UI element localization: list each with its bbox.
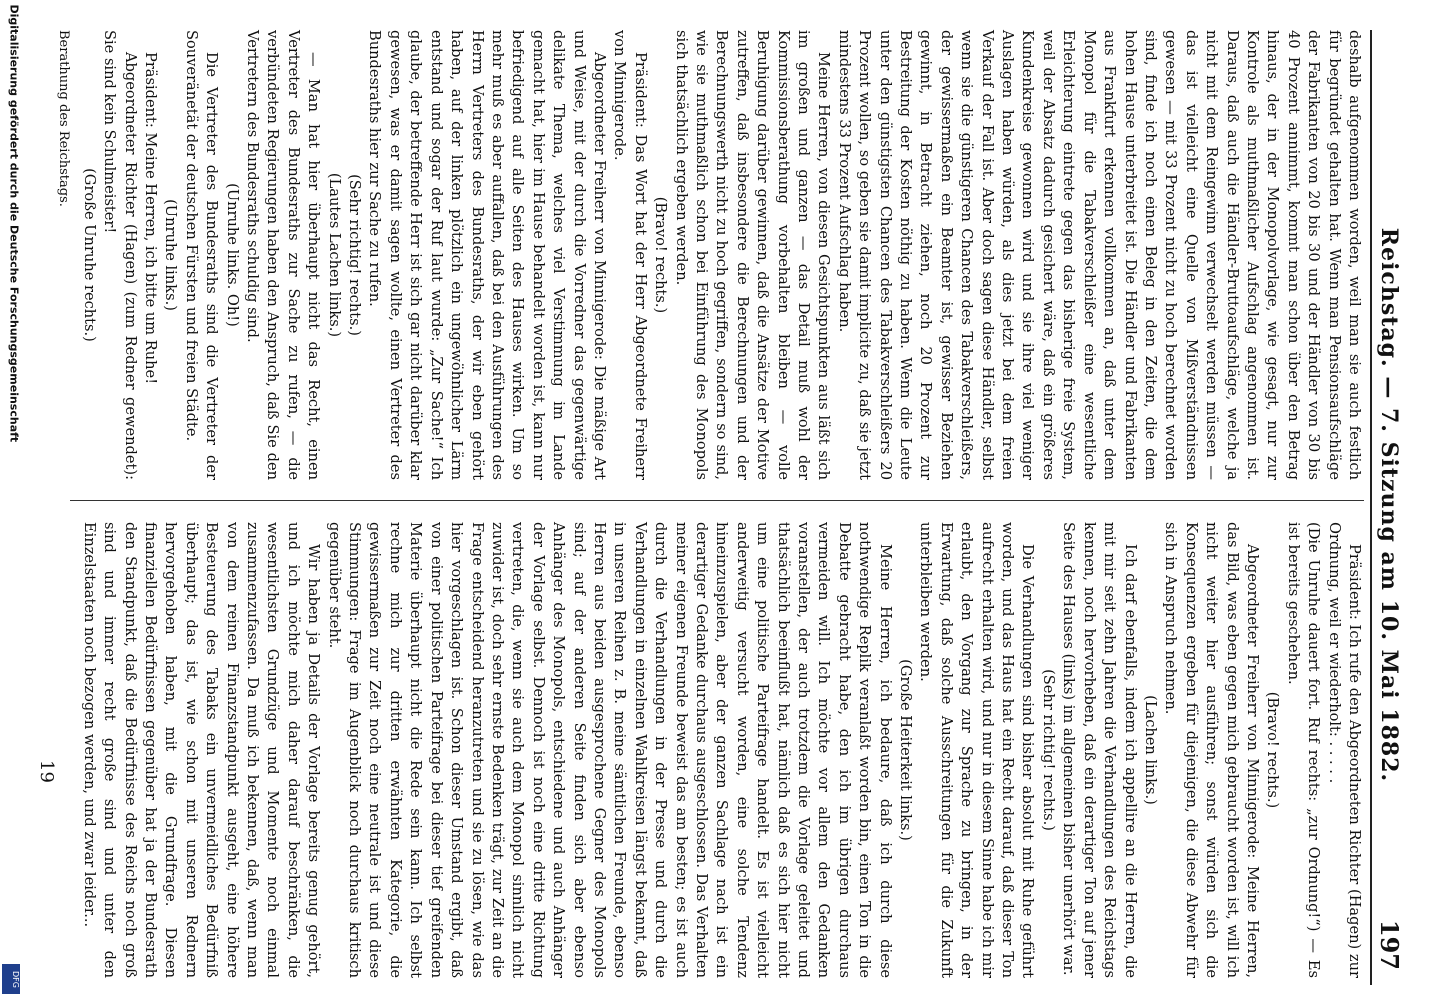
- stage-direction: (Sehr richtig! rechts.): [346, 174, 364, 336]
- paragraph: Abgeordneter Freiherr von Minnigerode: Meine Herren, das Bild, was eben gegen mich gebraucht worden ist, will ich nicht weiter hier ausführen; sonst würden sich die Konsequenzen ergeben für diejenigen, die diese Abwehr für sich in Anspruch nehmen.: [1162, 522, 1261, 978]
- digitization-credit: [4, 0, 26, 1000]
- paragraph: Wir haben ja Details der Vorlage bereits genug gehört, und ich möchte mich daher darauf beschränken, die wesentlichsten Grundzüge und Momente noch einmal zusammenzufassen. Da muß ich bekennen, daß, wenn man von dem reinen Finanzstandpunkt ausgeht, eine höhere Besteuerung des Tabaks ein unvermeidliches Bedürfniß überhaupt; das ist, wie schon mit unseren Rednern hervorgehoben haben, mit die Grundfrage. Diesen finanziellen Bedürfnissen gegenüber hat ja der Bundesrath den Standpunkt, daß die Bedürfnisse des Reichs noch groß sind und immer recht große sind und unter den Einzelstaaten noch bezogen werden, und zwar leider...: [80, 522, 323, 978]
- paragraph: — Man hat hier überhaupt nicht das Recht, einen Vertreter des Bundesraths zur Sache zu rufen, — die verbündeten Regierungen haben den Anspruch, daß Sie den Vertretern des Bundesraths schuldig sind.: [244, 30, 323, 480]
- stage-direction: (Große Heiterkeit links.): [897, 659, 915, 841]
- paragraph: Abgeordneter Richter (Hagen) (zum Redner gewendet): Sie sind kein Schulmeister!: [101, 30, 139, 480]
- dfg-logo: DFG: [2, 964, 20, 994]
- page-title: Reichstag. — 7. Sitzung am 10. Mai 1882.: [1376, 227, 1402, 783]
- stage-direction: (Bravo! rechts.): [1264, 691, 1282, 809]
- paragraph: Präsident: Meine Herren, ich bitte um Ruhe!: [142, 52, 160, 385]
- paragraph: Präsident: Das Wort hat der Herr Abgeordnete Freiherr von Minnigerode.: [611, 30, 649, 480]
- stage-direction: (Unruhe links.): [162, 199, 180, 311]
- paragraph: (Die Unruhe dauert fort. Ruf rechts: „zur Ordnung!“) — Es ist bereits geschehen.: [1284, 522, 1323, 978]
- paragraph: Meine Herren, ich bedaure, daß ich durch diese nothwendige Replik veranlaßt worden bin, einen Ton in die Debatte gebracht habe, den ich im übrigen durchaus vermeiden will. Ich möchte vor allem den Gedanken voranstellen, der auch trotzdem die Vorlage geleitet und thatsächlich beeinflußt hat, nämlich daß es sich hier nicht um eine politische Parteifrage handelt. Es ist vielleicht anderweitig versucht worden, eine solche Tendenz hineinzuspielen, aber der ganzen Sachlage nach ist ein derartiger Gedanke durchaus ausgeschlossen. Das Verhalten meiner eigenen Freunde beweist das am besten; es ist auch durch die Verhandlungen in der Presse und durch die Verhandlungen in einzelnen Wahlkreisen längst bekannt, daß in unseren Reihen z. B. meine sämtlichen Freunde, ebenso Herren aus beiden ausgesprochene Gegner des Monopols sind; auf der anderen Seite finden sich aber ebenso Anhänger des Monopols, entschiedene und auch Anhänger der Vorlage selbst. Dennoch ist noch eine dritte Richtung vertreten, die, wenn sie auch dem Monopol sinnlich nicht zuwider ist, doch sehr ernste Bedenken trägt, zur Zeit an die Frage entscheidend heranzutreten und sie zu lösen, wie das hier vorgeschlagen ist. Schon dieser Umstand ergibt, daß von einer politischen Parteifrage bei dieser tief greifenden Materie überhaupt nicht die Rede sein kann. Ich selbst rechne mich zur dritten erwähnten Kategorie, die gewissermaßen zur Zeit noch eine neutrale ist und diese Stimmungen: Frage im Augenblick noch durchaus kritisch gegenüber steht.: [325, 522, 894, 978]
- stage-direction: (Lautes Lachen links.): [325, 172, 343, 338]
- paragraph: Meine Herren, von diesen Gesichtspunkten aus läßt sich im großen und ganzen — das Detail muß wohl der Kommissionsberathung vorbehalten bleiben — volle Beruhigung darüber gewinnen, daß die Ansätze der Motive zutreffen, daß insbesondere die Berechnungen und der Berechnungswerth nicht zu hoch gegriffen, sondern so sind, wie sie muthmaßlich schon bei Einführung des Monopols sich thatsächlich ergeben werden.: [672, 30, 833, 480]
- bottom-page-number: 19: [36, 760, 57, 783]
- paragraph: Ich darf ebenfalls, indem ich appellire an die Herren, die mit mir seit zehn Jahren die Verhandlungen des Reichstags kennen, noch hervorheben, daß ein derartiger Ton auf jener Seite des Hauses (links) im allgemeinen bisher unerhört war.: [1060, 522, 1139, 978]
- paragraph: Die Vertreter des Bundesraths sind die Vertreter der Souveränetät der deutschen Fürsten und freien Städte.: [182, 30, 221, 480]
- left-column: [78, 30, 1364, 480]
- page-header: [1374, 30, 1404, 980]
- header-rule: [1370, 30, 1372, 985]
- right-column: [78, 522, 1364, 978]
- document-page: [20, 0, 1412, 1000]
- stage-direction: (Bravo! rechts.): [652, 196, 670, 314]
- paragraph: deshalb aufgenommen worden, weil man sie auch festlich für begründet gehalten hat. Wenn man Pensionsaufschläge der Fabrikanten von 20 bis 30 und der Händler von 30 bis 40 Prozent annimmt, kommt man schon über den Betrag hinaus, der in der Monopolvorlage, wie gesagt, nur zur Kontrole als muthmaßlicher Aufschlag angenommen ist. Daraus, daß auch die Händler-Bruttoaufschläge, welche ja nicht mit dem Reingewinn verwechselt werden müssen — das ist vielleicht eine Quelle von Mißverständnissen gewesen — mit 33 Prozent nicht zu hoch berechnet worden sind, finde ich noch einen Beleg in den Zeiten, die dem hohen Hause unterbreitet ist. Die Händler und Fabrikanten aus Frankfurt erkennen vollkommen an, daß unter dem Monopol für die Tabakverschleißer eine wesentliche Erleichterung eintrete gegen das bisherige freie System, weil der Absatz dadurch gesichert wäre, daß ein größeres Kundenkreise gewonnen wird und sie ihre viel weniger Auslagen haben würden, als dies jetzt bei dem freien Verkauf der Fall ist. Aber doch sagen diese Händler, selbst wenn sie die günstigeren Chancen des Tabakverschleißers, der gewissermaßen ein Beamter ist, gewisser Beziehen gewinnt, in Betracht ziehen, noch 20 Prozent zur Bestreitung der Kosten nöthig zu haben. Wenn die Leute unter den günstigsten Chancen des Tabakverschleißers 20 Prozent wollen, so geben sie damit implicite zu, daß sie jetzt mindestens 33 Prozent Aufschlag haben.: [835, 30, 1363, 480]
- page-number: 197: [1375, 919, 1404, 970]
- stage-direction: (Große Unruhe rechts.): [80, 168, 98, 342]
- stage-direction: (Lachen links.): [1141, 695, 1159, 805]
- footer-note: Berathung des Reichstags.: [56, 30, 71, 207]
- stage-direction: (Sehr richtig! rechts.): [1039, 669, 1057, 831]
- digitization-credit-text: Digitalisierung gefördert durch die Deutsche Forschungsgemeinschaft: [7, 4, 21, 443]
- stage-direction: (Unruhe links. Oh!): [223, 183, 241, 327]
- column-divider: [70, 500, 1364, 501]
- paragraph: Abgeordneter Freiherr von Minnigerode: Die mäßige Art und Weise, mit der durch die Vorredner das gegenwärtige delikate Thema, welches viel Verstimmung im Lande gemacht hat, hier im Hause behandelt worden ist, kann nur befriedigend auf alle Seiten des Hauses wirken. Um so mehr muß es aber auffallen, daß bei den Ausführungen des Herrn Vertreters des Bundesraths, der wir eben gehört haben, auf der linken plötzlich ein ungewöhnlicher Lärm entstand und sogar der Ruf laut wurde: „Zur Sache!“ Ich glaube, der betreffende Herr ist sich gar nicht darüber klar gewesen, was er damit sagen wollte, einen Vertreter des Bundesraths hier zur Sache zu rufen.: [366, 30, 608, 480]
- paragraph: Die Verhandlungen sind bisher absolut mit Ruhe geführt worden, und das Haus hat ein Recht darauf, daß dieser Ton aufrecht erhalten wird, und nur in diesem Sinne habe ich mir erlaubt, den Vorgang zur Sprache zu bringen, in der Erwartung, daß solche Ausschreitungen für die Zukunft unterbleiben werden.: [917, 522, 1037, 978]
- paragraph: Präsident: Ich rufe den Abgeordneten Richter (Hagen) zur Ordnung, weil er wiederholt: . . . . .: [1325, 522, 1363, 978]
